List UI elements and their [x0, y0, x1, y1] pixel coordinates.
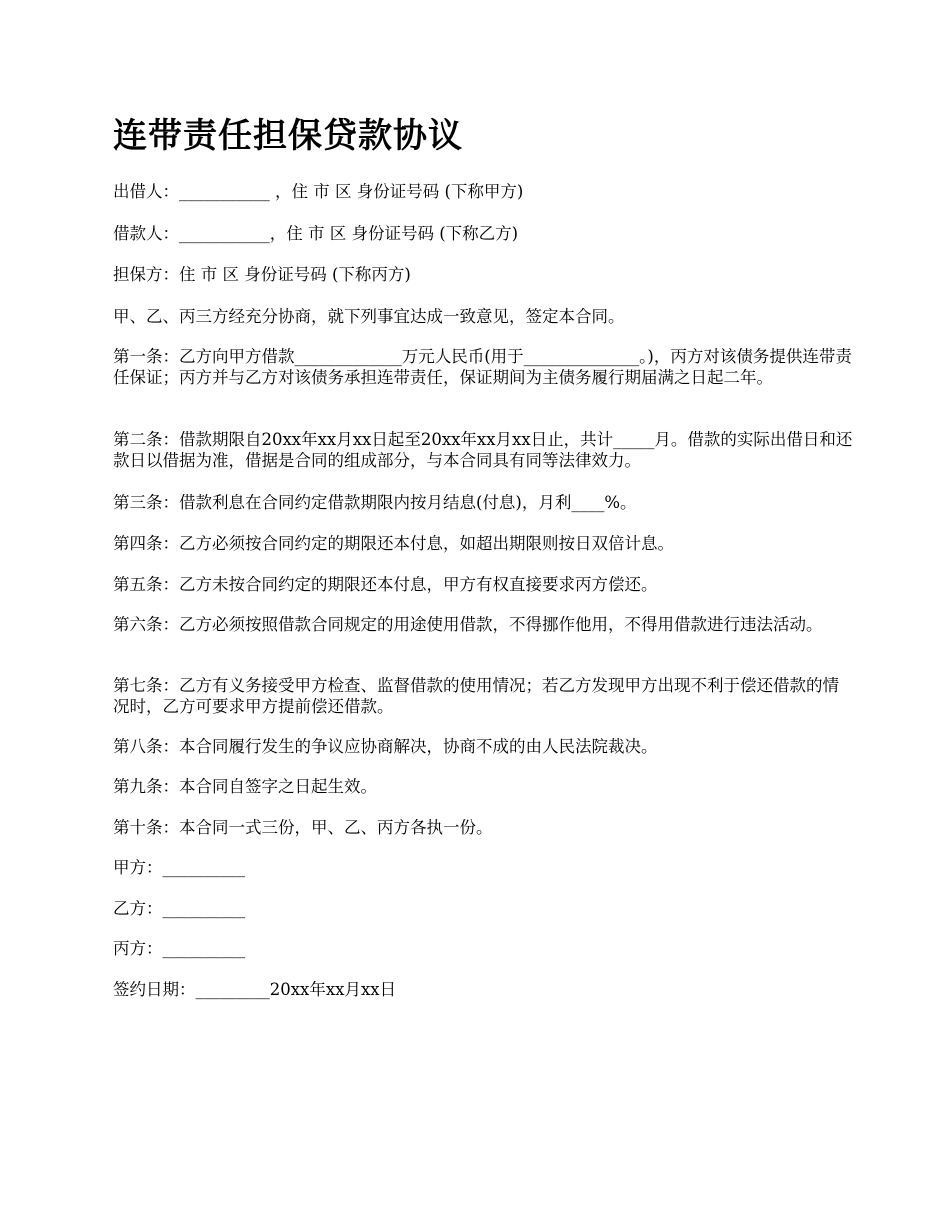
document-title: 连带责任担保贷款协议: [113, 116, 463, 156]
article-7: 第七条：乙方有义务接受甲方检查、监督借款的使用情况；若乙方发现甲方出现不利于偿还借款的情况时，乙方可要求甲方提前偿还借款。: [113, 676, 839, 716]
article-6: 第六条：乙方必须按照借款合同规定的用途使用借款，不得挪作他用，不得用借款进行违法活动。: [113, 615, 823, 634]
article-9: 第九条：本合同自签字之日起生效。: [113, 777, 377, 796]
guarantor-line: 担保方：住 市 区 身份证号码 (下称丙方): [113, 265, 411, 284]
article-2: 第二条：借款期限自20xx年xx月xx日起至20xx年xx月xx日止，共计_____月。借款的实际出借日和还款日以借据为准，借据是合同的组成部分，与本合同具有同等法律效力。: [113, 430, 853, 470]
article-10: 第十条：本合同一式三份，甲、乙、丙方各执一份。: [113, 818, 493, 837]
preamble-paragraph: 甲、乙、丙三方经充分协商，就下列事宜达成一致意见，签定本合同。: [113, 307, 625, 326]
signature-party-a: 甲方：__________: [113, 858, 245, 877]
signature-party-c: 丙方：__________: [113, 939, 245, 958]
article-1: 第一条：乙方向甲方借款_____________万元人民币(用于______________。)，丙方对该债务提供连带责任保证；丙方并与乙方对该债务承担连带责任，保证期间为主债务履行期届满之日起二年。: [113, 347, 852, 387]
article-8: 第八条：本合同履行发生的争议应协商解决，协商不成的由人民法院裁决。: [113, 737, 658, 756]
signing-date: 签约日期：_________20xx年xx月xx日: [113, 980, 397, 999]
borrower-line: 借款人：___________，住 市 区 身份证号码 (下称乙方): [113, 224, 519, 243]
signature-party-b: 乙方：__________: [113, 899, 245, 918]
article-3: 第三条：借款利息在合同约定借款期限内按月结息(付息)，月利____%。: [113, 493, 637, 512]
article-5: 第五条：乙方未按合同约定的期限还本付息，甲方有权直接要求丙方偿还。: [113, 575, 658, 594]
lender-line: 出借人：___________ ，住 市 区 身份证号码 (下称甲方): [113, 182, 524, 201]
article-4: 第四条：乙方必须按合同约定的期限还本付息，如超出期限则按日双倍计息。: [113, 534, 674, 553]
